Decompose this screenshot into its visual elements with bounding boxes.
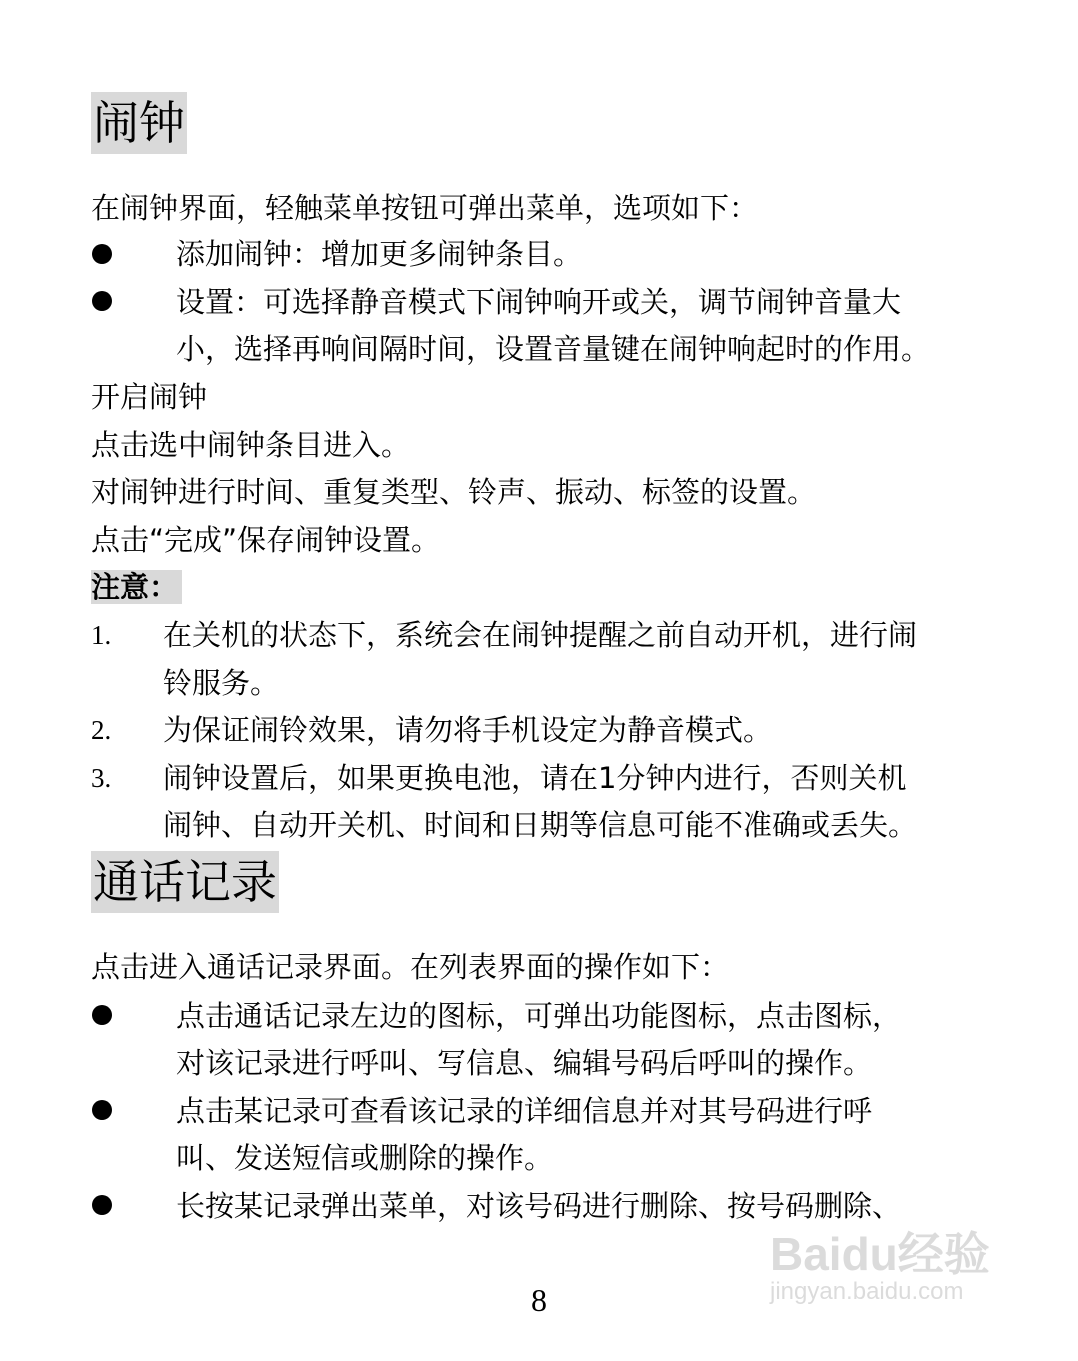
call-log-op-2-line1: 点击某记录可查看该记录的详细信息并对其号码进行呼 [176, 1094, 873, 1128]
note-label [91, 567, 182, 607]
bullet-icon [92, 1005, 112, 1025]
note-1-line2: 铃服务。 [163, 666, 280, 700]
note-number: 2. [91, 715, 112, 745]
alarm-option-add: 添加闹钟：增加更多闹钟条目。 [176, 237, 583, 271]
note-1-line1: 在关机的状态下，系统会在闹钟提醒之前自动开机，进行闹 [163, 618, 918, 652]
section-title-call-log: 通话记录 [91, 851, 279, 913]
note-number: 3. [91, 763, 112, 793]
page-number: 8 [531, 1282, 547, 1318]
note-number: 1. [91, 620, 112, 650]
enable-step-3: 点击“完成”保存闹钟设置。 [91, 523, 441, 557]
alarm-intro: 在闹钟界面，轻触菜单按钮可弹出菜单，选项如下： [91, 191, 759, 225]
section-title-alarm: 闹钟 [91, 92, 187, 154]
bullet-icon [92, 291, 112, 311]
alarm-option-settings-line2: 小，选择再响间隔时间，设置音量键在闹钟响起时的作用。 [176, 332, 931, 366]
enable-step-2: 对闹钟进行时间、重复类型、铃声、振动、标签的设置。 [91, 475, 817, 509]
note-label-text: 注意： [91, 570, 182, 604]
watermark-brand: Baidu经验 [770, 1228, 990, 1280]
watermark-url: jingyan.baidu.com [770, 1278, 964, 1305]
call-log-op-3-line1: 长按某记录弹出菜单，对该号码进行删除、按号码删除、 [176, 1189, 902, 1223]
enable-alarm-title: 开启闹钟 [91, 380, 208, 414]
bullet-icon [92, 1100, 112, 1120]
call-log-op-2-line2: 叫、发送短信或删除的操作。 [176, 1141, 554, 1175]
bullet-icon [92, 1195, 112, 1215]
call-log-op-1-line1: 点击通话记录左边的图标，可弹出功能图标，点击图标， [176, 999, 902, 1033]
bullet-icon [92, 244, 112, 264]
alarm-option-settings-line1: 设置：可选择静音模式下闹钟响开或关，调节闹钟音量大 [176, 285, 902, 319]
note-2-line1: 为保证闹铃效果，请勿将手机设定为静音模式。 [163, 713, 773, 747]
call-log-op-1-line2: 对该记录进行呼叫、写信息、编辑号码后呼叫的操作。 [176, 1046, 873, 1080]
call-log-intro: 点击进入通话记录界面。在列表界面的操作如下： [91, 950, 730, 984]
note-3-line1: 闹钟设置后，如果更换电池，请在1分钟内进行，否则关机 [163, 761, 907, 795]
enable-step-1: 点击选中闹钟条目进入。 [91, 428, 411, 462]
note-3-line2: 闹钟、自动开关机、时间和日期等信息可能不准确或丢失。 [163, 808, 918, 842]
